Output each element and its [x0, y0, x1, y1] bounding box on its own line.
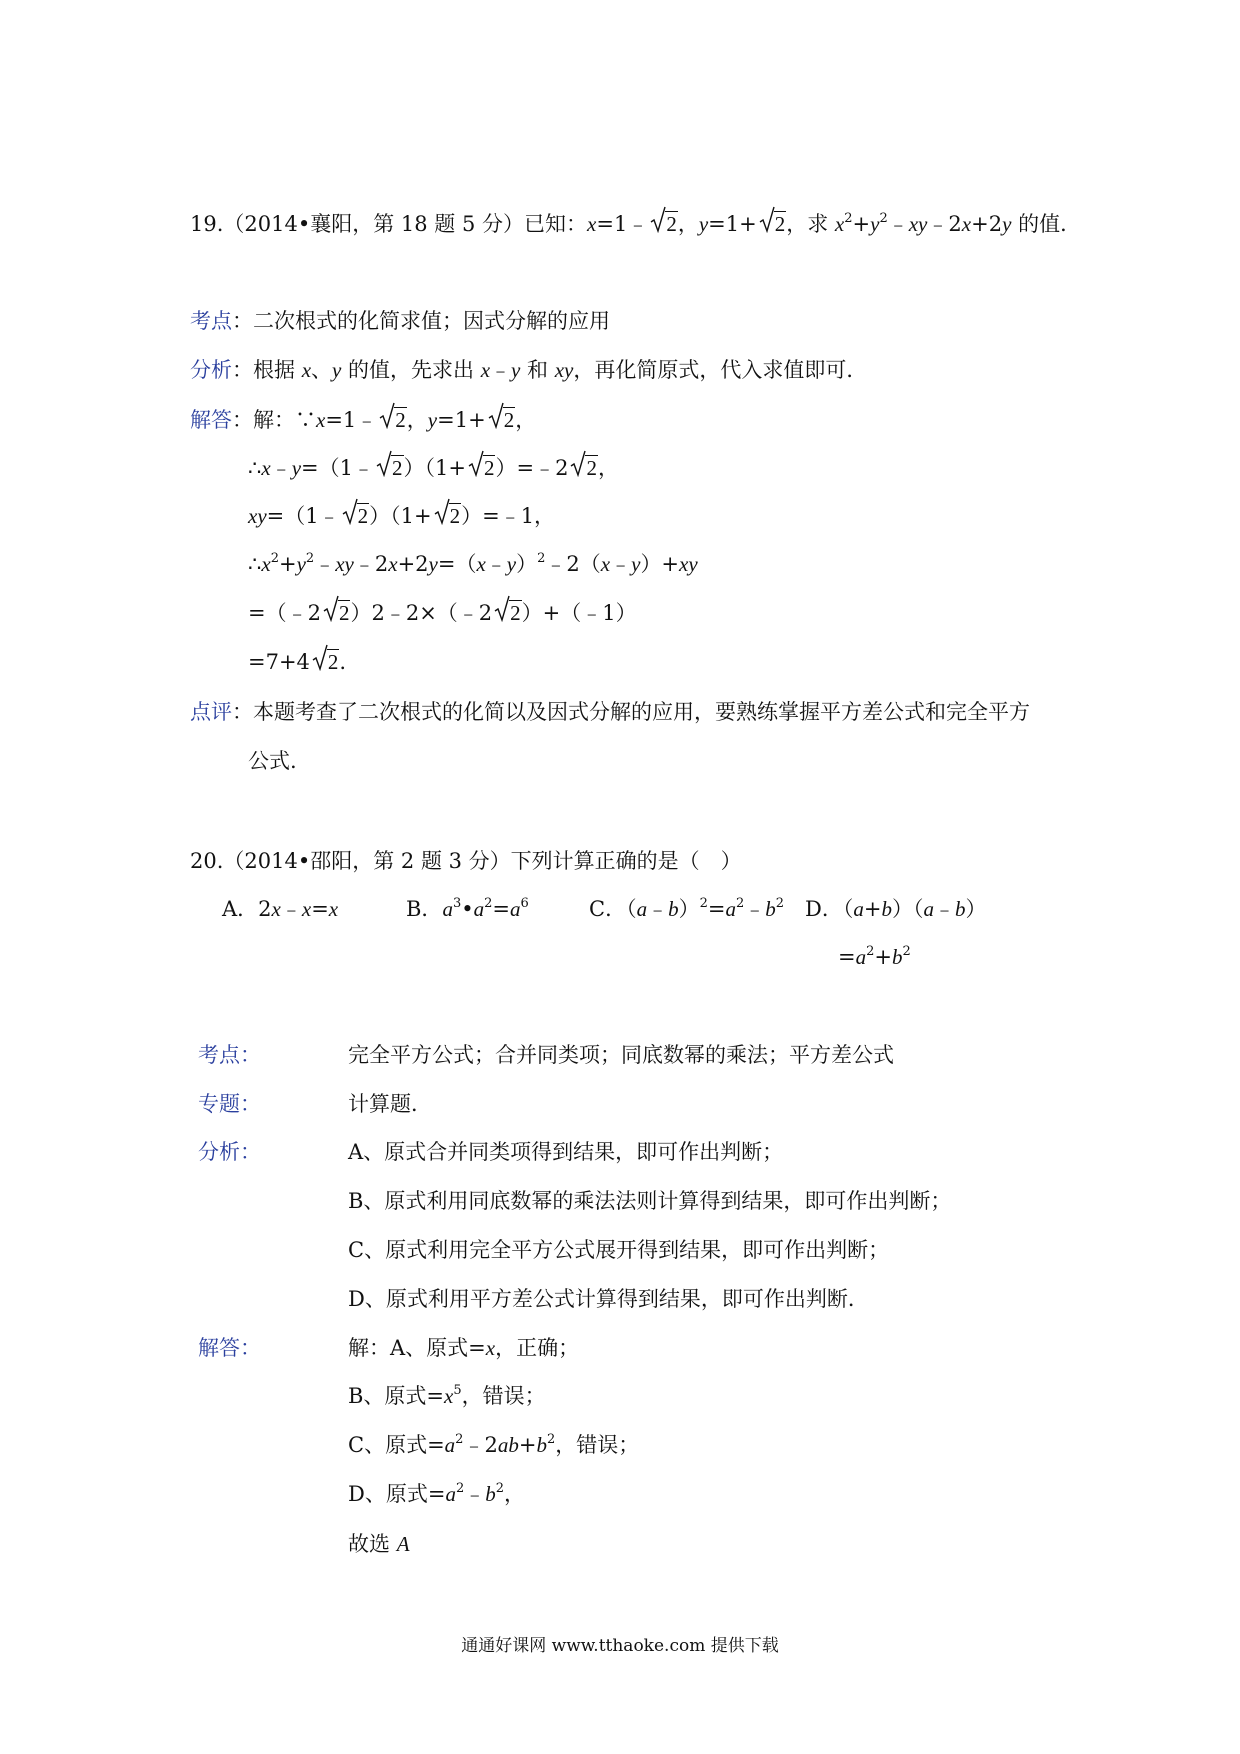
q19-dianping-cont: 公式.	[248, 749, 297, 773]
q20-option-b: B．$a^3•a^2=a^6$	[406, 896, 529, 921]
q19-jieda-label: 解答	[190, 408, 232, 432]
q19-source: （2014•襄阳，第 18 题 5 分）已知：	[223, 212, 588, 236]
q19-dianping-label: 点评	[190, 700, 232, 724]
q20-fenxi-label: 分析：	[198, 1140, 261, 1164]
q19-jieda-line-1: 解答：解：∵x=1﹣ 2，y=1+ 2，	[190, 405, 536, 435]
q19-jieda-line-6: =7+4 2.	[248, 647, 346, 677]
q20-zhuanti-text: 计算题．	[348, 1092, 432, 1116]
q19-kaodian-label: 考点	[190, 309, 232, 333]
q20-fenxi-line-2: B、原式利用同底数幂的乘法法则计算得到结果，即可作出判断；	[348, 1189, 952, 1213]
q20-jieda-label: 解答：	[198, 1336, 261, 1360]
q20-jieda-line-5: 故选 A	[348, 1532, 410, 1556]
q20-fenxi-line-3: C、原式利用完全平方公式展开得到结果，即可作出判断；	[348, 1238, 890, 1262]
q20-kaodian-label: 考点：	[198, 1043, 261, 1067]
q19-dianping	[190, 697, 1030, 727]
q20-stem: 20.（2014•邵阳，第 2 题 3 分）下列计算正确的是（ ）	[190, 849, 742, 873]
q19-jieda-line-3: xy=（1﹣ 2）（1+ 2）=﹣1，	[248, 501, 555, 531]
q20-jieda-line-4: D、原式$=a^2﹣b^2$，	[348, 1481, 525, 1506]
q20-jieda-line-3: C、原式$=a^2﹣2ab+b^2$，错误；	[348, 1432, 640, 1457]
q20-option-d: D．（a+b）（a﹣b）	[805, 897, 987, 921]
q20-jieda-line-1: 解：A、原式=x，正确；	[348, 1336, 580, 1360]
q19-kaodian	[190, 306, 610, 336]
q20-jieda-line-2: B、原式$=x^5$，错误；	[348, 1383, 546, 1408]
page-footer: 通通好课网 www.tthaoke.com 提供下载	[461, 1636, 779, 1656]
q19-kaodian-text: ：二次根式的化简求值；因式分解的应用	[232, 309, 610, 333]
q20-option-c: C．$(a﹣b)^2=a^2﹣b^2$	[589, 896, 785, 921]
q20-option-a: A．2x﹣x=x	[222, 897, 339, 921]
q19-fenxi: 分析：根据 x、y 的值，先求出 x﹣y 和 xy，再化简原式，代入求值即可．	[190, 358, 868, 382]
q19-fenxi-label: 分析	[190, 358, 232, 382]
q19-dianping-text: ：本题考查了二次根式的化简以及因式分解的应用，要熟练掌握平方差公式和完全平方	[232, 700, 1030, 724]
q19-jieda-line-4: $\therefore x^2+y^2﹣xy﹣2x+2y=(x﹣y)^2﹣2(x﹣y)+xy$	[248, 551, 698, 576]
q20-zhuanti-label: 专题：	[198, 1092, 261, 1116]
q20-option-d-cont: $=a^2+b^2$	[838, 944, 911, 969]
q19-number: 19.	[190, 212, 224, 236]
q20-fenxi-line-1: A、原式合并同类项得到结果，即可作出判断；	[348, 1140, 784, 1164]
q19-stem: 19.（2014•襄阳，第 18 题 5 分）已知：x=1﹣ 2，y=1+ 2，求 $x^2+y^2﹣xy﹣2x+2y$ 的值．	[190, 209, 1081, 239]
q19-jieda-line-2: ∴x﹣y=（1﹣ 2）（1+ 2）=﹣2 2，	[248, 453, 619, 483]
q20-fenxi-line-4: D、原式利用平方差公式计算得到结果，即可作出判断．	[348, 1287, 869, 1311]
q19-jieda-line-5: =（﹣2 2）2﹣2×（﹣2 2）+（﹣1）	[248, 598, 637, 628]
q20-kaodian-text: 完全平方公式；合并同类项；同底数幂的乘法；平方差公式	[348, 1043, 894, 1067]
